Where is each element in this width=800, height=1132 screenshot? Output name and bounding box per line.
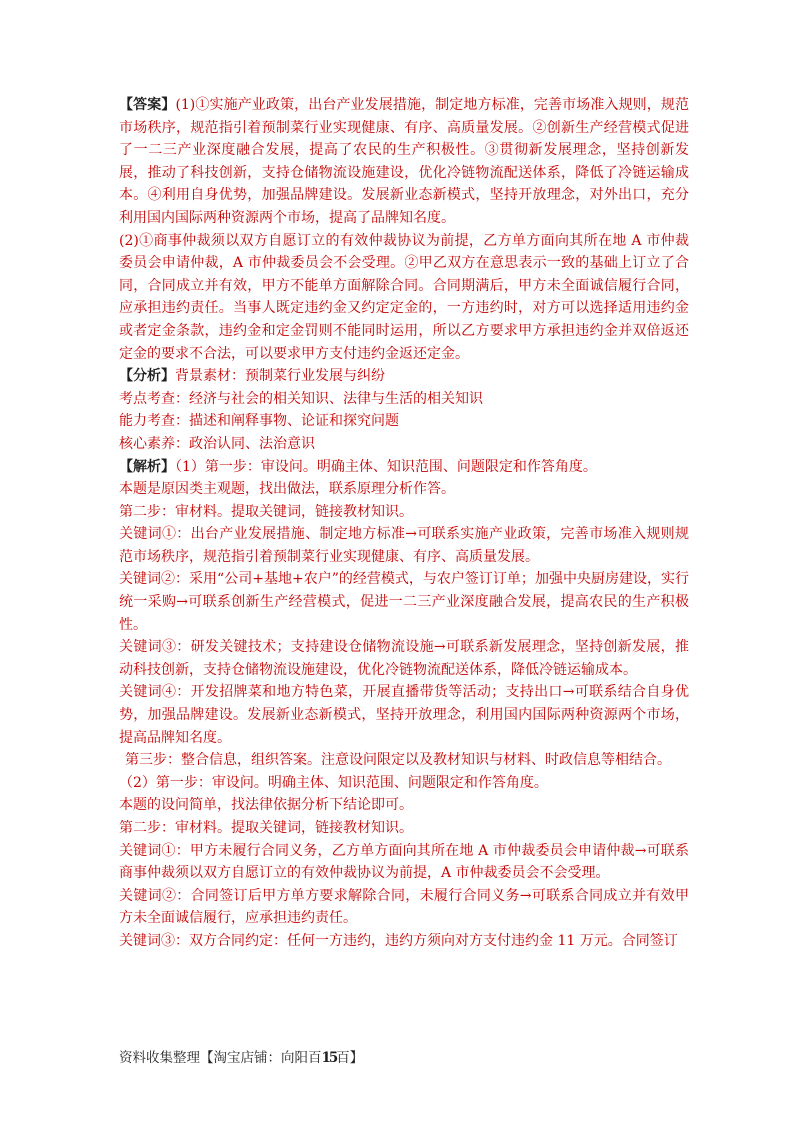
analysis-ability: 能力考查：描述和阐释事物、论证和探究问题: [119, 413, 399, 430]
explain-tag: 【解析】: [119, 458, 175, 475]
analysis-core: 核心素养：政治认同、法治意识: [119, 435, 315, 452]
keyword-2: 关键词②：采用“公司+基地+农户”的经营模式，与农户签订订单；加强中央厨房建设，实行统一采购→可联系创新生产经营模式，促进一二三产业深度融合发展，提高农民的生产积极性。: [119, 571, 689, 633]
q2-step2: 第二步：审材料。提取关键词，链接教材知识。: [119, 820, 413, 836]
explain-step3: 第三步：整合信息，组织答案。注意设问限定以及教材知识与材料、时政信息等相结合。: [125, 752, 671, 769]
footer-text: 资料收集整理【淘宝店铺：向阳百: [119, 1050, 322, 1066]
q2-keyword-2: 关键词②：合同签订后甲方单方要求解除合同，未履行合同义务→可联系合同成立并有效甲方未全面诚信履行，应承担违约责任。: [119, 887, 689, 927]
q2-type: 本题的设问简单，找法律依据分析下结论即可。: [119, 797, 413, 814]
analysis-kaodian: 考点考查：经济与社会的相关知识、法律与生活的相关知识: [119, 390, 483, 407]
explain-type: 本题是原因类主观题，找出做法，联系原理分析作答。: [119, 481, 455, 498]
keyword-4: 关键词④：开发招牌菜和地方特色菜，开展直播带货等活动；支持出口→可联系结合自身优势，加强品牌建设。发展新业态新模式，坚持开放理念，利用国内国际两种资源两个市场，提高品牌知名度。: [119, 684, 689, 746]
footer-suffix: 百】: [336, 1050, 364, 1066]
keyword-1: 关键词①：出台产业发展措施、制定地方标准→可联系实施产业政策，完善市场准入规则规范市场秩序，规范指引着预制菜行业实现健康、有序、高质量发展。: [119, 526, 689, 565]
explain-step2: 第二步：审材料。提取关键词，链接教材知识。: [119, 503, 413, 520]
page-footer: [119, 1046, 363, 1066]
q2-step1: （2）第一步：审设问。明确主体、知识范围、问题限定和作答角度。: [119, 774, 548, 791]
q2-keyword-3: 关键词③：双方合同约定：任何一方违约，违约方须向对方支付违约金 11 万元。合同签订: [119, 932, 678, 949]
answer-part-1: 【答案】(1)①实施产业政策，出台产业发展措施，制定地方标准，完善市场准入规则，规范市场秩序，规范指引着预制菜行业实现健康、有序、高质量发展。②创新生产经营模式促进了一二三产业深度融合发展，提高了农民的生产积极性。③贯彻新发展理念，坚持创新发展，推动了科技创新，支持仓储物流设施建设，优化冷链物流配送体系，降低了冷链运输成本。④利用自身优势，加强品牌建设。发展新业态新模式，坚持开放理念，对外出口，充分利用国内国际两种资源两个市场，提高了品牌知名度。: [119, 97, 689, 226]
answer-part-2: (2)①商事仲裁须以双方自愿订立的有效仲裁协议为前提，乙方单方面向其所在地 A 市仲裁委员会申请仲裁，A 市仲裁委员会不会受理。②甲乙双方在意思表示一致的基础上订立了合同，合同成立并有效，甲方不能单方面解除合同。合同期满后，甲方未全面诚信履行合同，应承担违约责任。当事人既定违约金又约定定金的，一方违约时，对方可以选择适用违约金或者定金条款，违约金和定金罚则不能同时运用，所以乙方要求甲方承担违约金并双倍返还定金的要求不合法，可以要求甲方支付违约金返还定金。: [119, 232, 689, 362]
q2-keyword-1: 关键词①：甲方未履行合同义务，乙方单方面向其所在地 A 市仲裁委员会申请仲裁→可联系商事仲裁须以双方自愿订立的有效仲裁协议为前提，A 市仲裁委员会不会受理。: [119, 842, 689, 882]
page-number: 15: [321, 1050, 337, 1066]
analysis-tag: 【分析】: [119, 368, 175, 385]
explain-step1: 【解析】（1）第一步：审设问。明确主体、知识范围、问题限定和作答角度。: [119, 458, 597, 475]
keyword-3: 关键词③：研发关键技术；支持建设仓储物流设施→可联系新发展理念，坚持创新发展，推动科技创新，支持仓储物流设施建设，优化冷链物流配送体系，降低冷链运输成本。: [119, 639, 689, 678]
answer-tag: 【答案】: [119, 97, 176, 113]
analysis-material: 【分析】背景素材：预制菜行业发展与纠纷: [119, 368, 385, 385]
document-body: [119, 94, 689, 953]
